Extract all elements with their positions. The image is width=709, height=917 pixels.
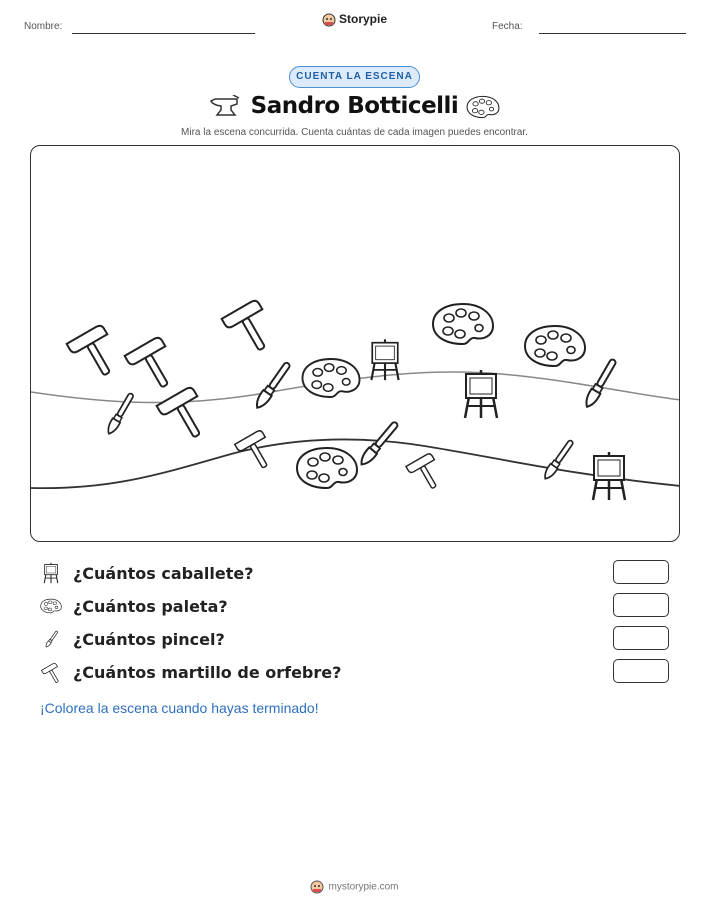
question-palette [40,593,670,619]
brush-2 [253,360,292,410]
palette-title-icon [466,94,500,120]
page-title: Sandro Botticelli [250,93,459,119]
storypie-logo-icon [310,880,324,894]
name-label: Nombre: [24,21,63,32]
brand-name: Storypie [338,12,387,26]
question-text: ¿Cuántos caballete? [73,564,254,583]
name-line[interactable] [72,33,255,34]
coloring-note: ¡Colorea la escena cuando hayas terminado! [40,700,319,716]
site-footer [0,880,709,894]
easel-2 [465,370,497,418]
counting-scene [30,145,680,542]
activity-badge: CUENTA LA ESCENA [289,66,420,88]
date-line[interactable] [539,33,686,34]
answer-box-palette[interactable] [613,593,669,617]
palette-2 [433,304,493,344]
question-text: ¿Cuántos pincel? [73,630,225,649]
hammer-5 [235,429,268,468]
hammer-icon [40,661,62,683]
brush-5 [542,439,575,482]
question-text: ¿Cuántos paleta? [73,597,228,616]
brush-4 [583,357,619,409]
palette-icon [40,595,62,617]
question-brush [40,626,670,652]
brush-3 [358,420,401,468]
question-easel [40,560,670,586]
palette-1 [303,359,360,397]
easel-icon [40,562,62,584]
brush-1 [105,392,136,436]
easel-3 [593,452,625,500]
instructions: Mira la escena concurrida. Cuenta cuántas de cada imagen puedes encontrar. [181,127,528,138]
hammer-4 [157,386,200,438]
site-url[interactable]: mystorypie.com [328,881,399,893]
hammer-2 [125,336,168,388]
hammer-3 [222,299,265,351]
answer-box-easel[interactable] [613,560,669,584]
storypie-logo-icon [322,13,336,27]
brand [0,12,709,27]
palette-4 [297,448,357,488]
hammer-6 [406,453,436,489]
brush-icon [40,628,62,650]
palette-3 [525,326,585,366]
question-hammer [40,659,670,685]
hammer-1 [67,324,110,376]
date-label: Fecha: [492,21,523,32]
answer-box-hammer[interactable] [613,659,669,683]
question-text: ¿Cuántos martillo de orfebre? [73,663,342,682]
answer-box-brush[interactable] [613,626,669,650]
